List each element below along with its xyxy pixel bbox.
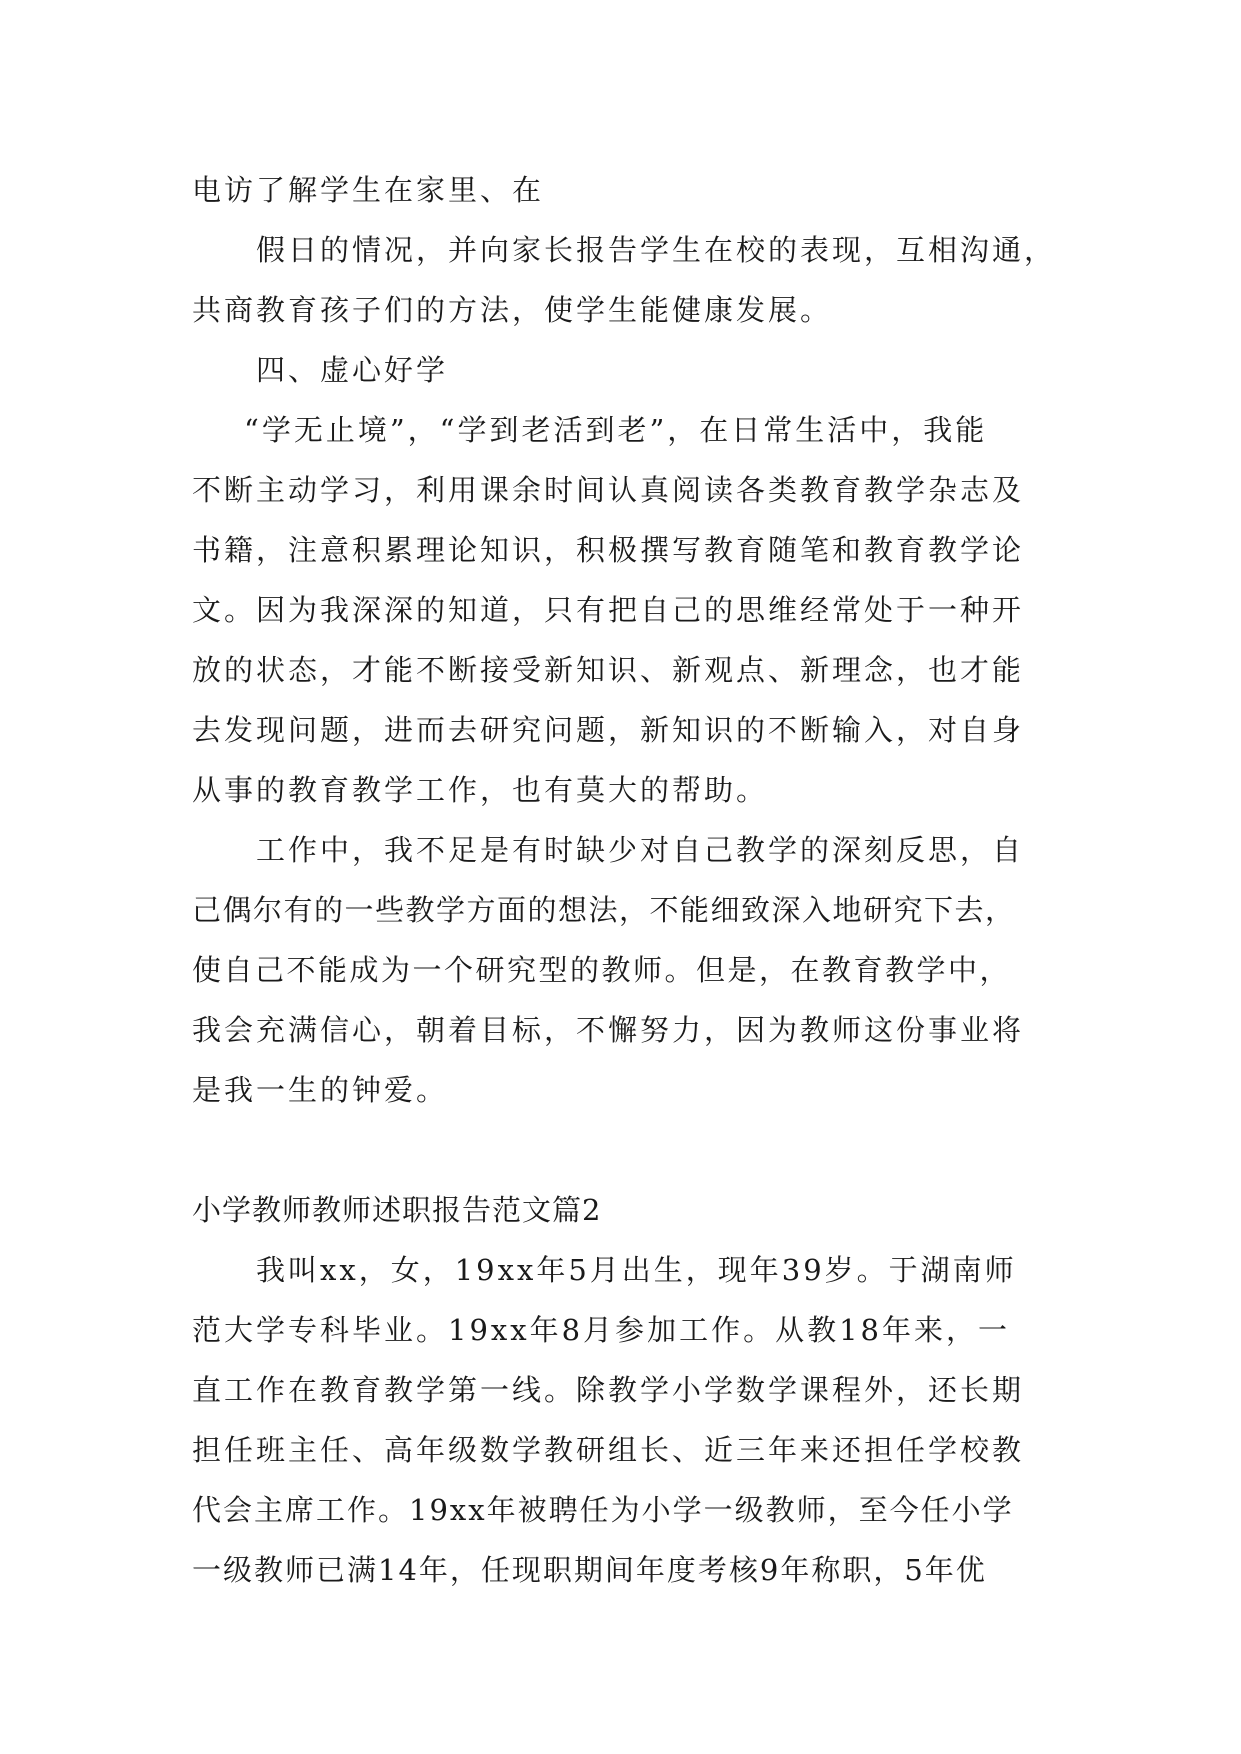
text-line: 从事的教育教学工作，也有莫大的帮助。 bbox=[192, 773, 769, 807]
text-line: 使自己不能成为一个研究型的教师。但是，在教育教学中， bbox=[192, 953, 1012, 987]
text-line: 去发现问题，进而去研究问题，新知识的不断输入，对自身 bbox=[192, 713, 1025, 747]
text-line: 假日的情况，并向家长报告学生在校的表现，互相沟通， bbox=[256, 233, 1057, 267]
text-line: 电访了解学生在家里、在 bbox=[192, 173, 545, 207]
text-line: 书籍，注意积累理论知识，积极撰写教育随笔和教育教学论 bbox=[192, 533, 1025, 567]
text-line: 是我一生的钟爱。 bbox=[192, 1073, 449, 1107]
document-body bbox=[192, 160, 1072, 1600]
text-line: 一级教师已满14年，任现职期间年度考核9年称职，5年优 bbox=[192, 1553, 987, 1587]
text-line: 范大学专科毕业。19xx年8月参加工作。从教18年来，一 bbox=[192, 1313, 1010, 1347]
text-line: “学无止境”，“学到老活到老”，在日常生活中，我能 bbox=[244, 413, 988, 447]
text-line: 共商教育孩子们的方法，使学生能健康发展。 bbox=[192, 293, 833, 327]
text-line: 己偶尔有的一些教学方面的想法，不能细致深入地研究下去， bbox=[192, 893, 1016, 927]
text-line: 放的状态，才能不断接受新知识、新观点、新理念，也才能 bbox=[192, 653, 1025, 687]
subheading: 四、虚心好学 bbox=[256, 353, 449, 387]
text-line: 不断主动学习，利用课余时间认真阅读各类教育教学杂志及 bbox=[192, 473, 1025, 507]
text-line: 文。因为我深深的知道，只有把自己的思维经常处于一种开 bbox=[192, 593, 1025, 627]
text-line: 代会主席工作。19xx年被聘任为小学一级教师，至今任小学 bbox=[192, 1493, 1014, 1527]
spacer bbox=[192, 1120, 1072, 1180]
text-line: 直工作在教育教学第一线。除教学小学数学课程外，还长期 bbox=[192, 1373, 1025, 1407]
text-line: 工作中，我不足是有时缺少对自己教学的深刻反思，自 bbox=[256, 833, 1025, 867]
text-line: 担任班主任、高年级数学教研组长、近三年来还担任学校教 bbox=[192, 1433, 1025, 1467]
text-line: 我叫xx，女，19xx年5月出生，现年39岁。于湖南师 bbox=[256, 1253, 1017, 1287]
text-line: 我会充满信心，朝着目标，不懈努力，因为教师这份事业将 bbox=[192, 1013, 1025, 1047]
section-title: 小学教师教师述职报告范文篇2 bbox=[192, 1193, 602, 1227]
